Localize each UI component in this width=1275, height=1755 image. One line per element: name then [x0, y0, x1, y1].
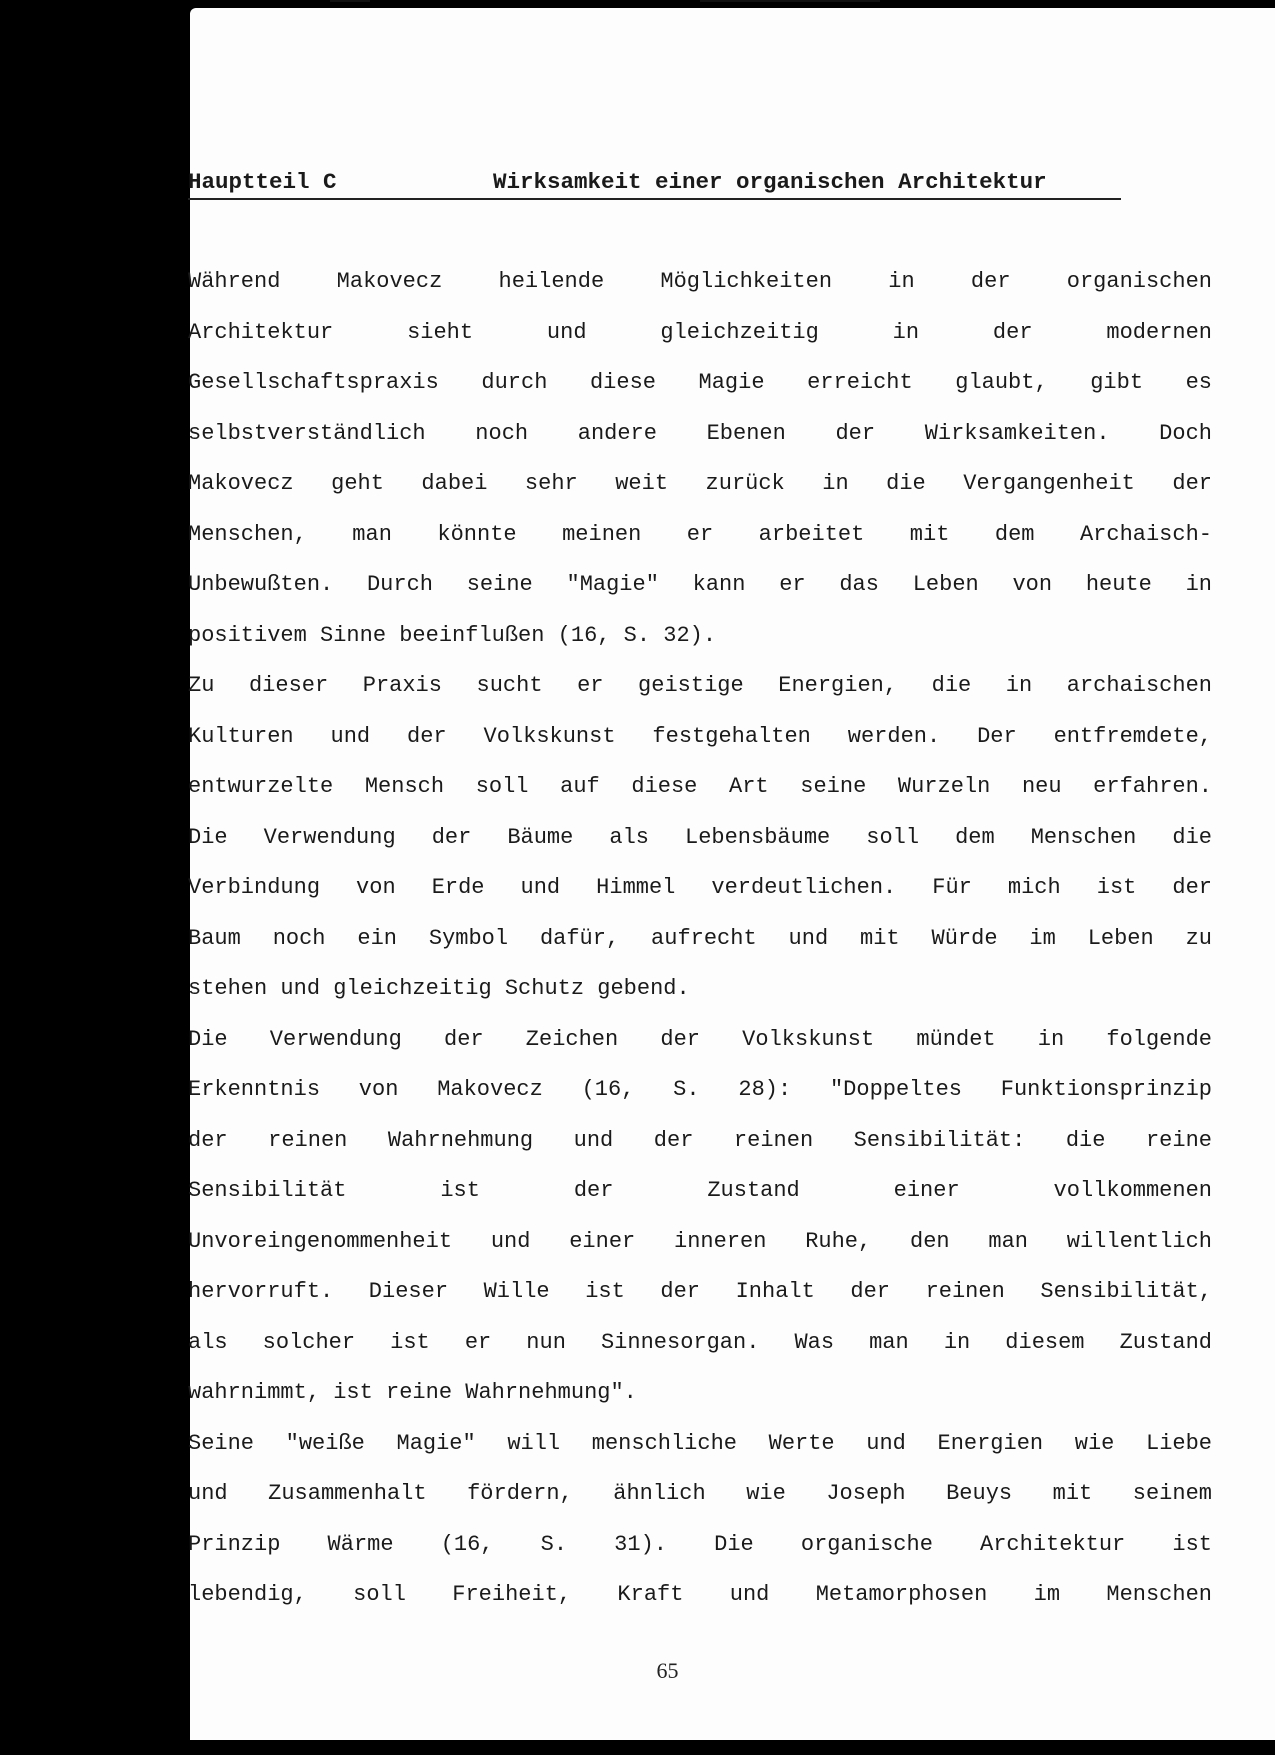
text-line: Kulturen und der Volkskunst festgehalten werden. Der entfremdete, — [188, 723, 1212, 749]
header-title: Wirksamkeit einer organischen Architektur — [493, 169, 1047, 195]
text-line: und Zusammenhalt fördern, ähnlich wie Joseph Beuys mit seinem — [188, 1481, 1212, 1506]
paragraph — [188, 257, 1212, 661]
document-body — [188, 168, 1212, 1621]
text-line: Während Makovecz heilende Möglichkeiten in der organischen — [188, 269, 1212, 294]
text-line: wahrnimmt, ist reine Wahrnehmung". — [188, 1380, 637, 1405]
text-line: hervorruft. Dieser Wille ist der Inhalt der reinen Sensibilität, — [188, 1279, 1212, 1304]
text-line: selbstverständlich noch andere Ebenen der Wirksamkeiten. Doch — [188, 420, 1212, 446]
text-line: Prinzip Wärme (16, S. 31). Die organische Architektur ist — [188, 1531, 1212, 1557]
text-line: Gesellschaftspraxis durch diese Magie erreicht glaubt, gibt es — [188, 370, 1212, 395]
text-line: lebendig, soll Freiheit, Kraft und Metamorphosen im Menschen — [188, 1582, 1212, 1607]
header-part: Hauptteil C — [188, 169, 337, 195]
text-line: Verbindung von Erde und Himmel verdeutlichen. Für mich ist der — [188, 875, 1212, 900]
text-line: Menschen, man könnte meinen er arbeitet mit dem Archaisch- — [188, 521, 1212, 547]
text-line: Unvoreingenommenheit und einer inneren Ruhe, den man willentlich — [188, 1228, 1212, 1254]
text-line: Sensibilität ist der Zustand einer vollkommenen — [188, 1178, 1212, 1203]
page-number: 65 — [656, 1658, 679, 1683]
section-header — [188, 168, 1121, 200]
scan-edge-mark — [330, 0, 370, 2]
text-line: Erkenntnis von Makovecz (16, S. 28): "Doppeltes Funktionsprinzip — [188, 1077, 1212, 1102]
text-line: Seine "weiße Magie" will menschliche Werte und Energien wie Liebe — [188, 1430, 1212, 1456]
text-line: Architektur sieht und gleichzeitig in der modernen — [188, 319, 1212, 345]
text-line: Die Verwendung der Bäume als Lebensbäume soll dem Menschen die — [188, 824, 1212, 850]
text-line: Makovecz geht dabei sehr weit zurück in die Vergangenheit der — [188, 471, 1212, 496]
text-line: als solcher ist er nun Sinnesorgan. Was man in diesem Zustand — [188, 1329, 1212, 1355]
text-line: Unbewußten. Durch seine "Magie" kann er das Leben von heute in — [188, 572, 1212, 597]
text-line: der reinen Wahrnehmung und der reinen Sensibilität: die reine — [188, 1127, 1212, 1153]
text-line: positivem Sinne beeinflußen (16, S. 32). — [188, 622, 717, 648]
scan-bottom-edge — [0, 1740, 1275, 1755]
text-line: Zu dieser Praxis sucht er geistige Energien, die in archaischen — [188, 673, 1212, 698]
text-line: entwurzelte Mensch soll auf diese Art seine Wurzeln neu erfahren. — [188, 774, 1212, 799]
text-line: Baum noch ein Symbol dafür, aufrecht und mit Würde im Leben zu — [188, 925, 1212, 951]
text-line: stehen und gleichzeitig Schutz gebend. — [188, 976, 690, 1001]
paragraph — [188, 661, 1212, 1015]
paragraph — [188, 1419, 1212, 1621]
paragraph — [188, 1015, 1212, 1419]
paragraphs — [188, 257, 1212, 1621]
text-line: Die Verwendung der Zeichen der Volkskunst mündet in folgende — [188, 1026, 1212, 1052]
scan-edge-mark — [700, 0, 880, 2]
